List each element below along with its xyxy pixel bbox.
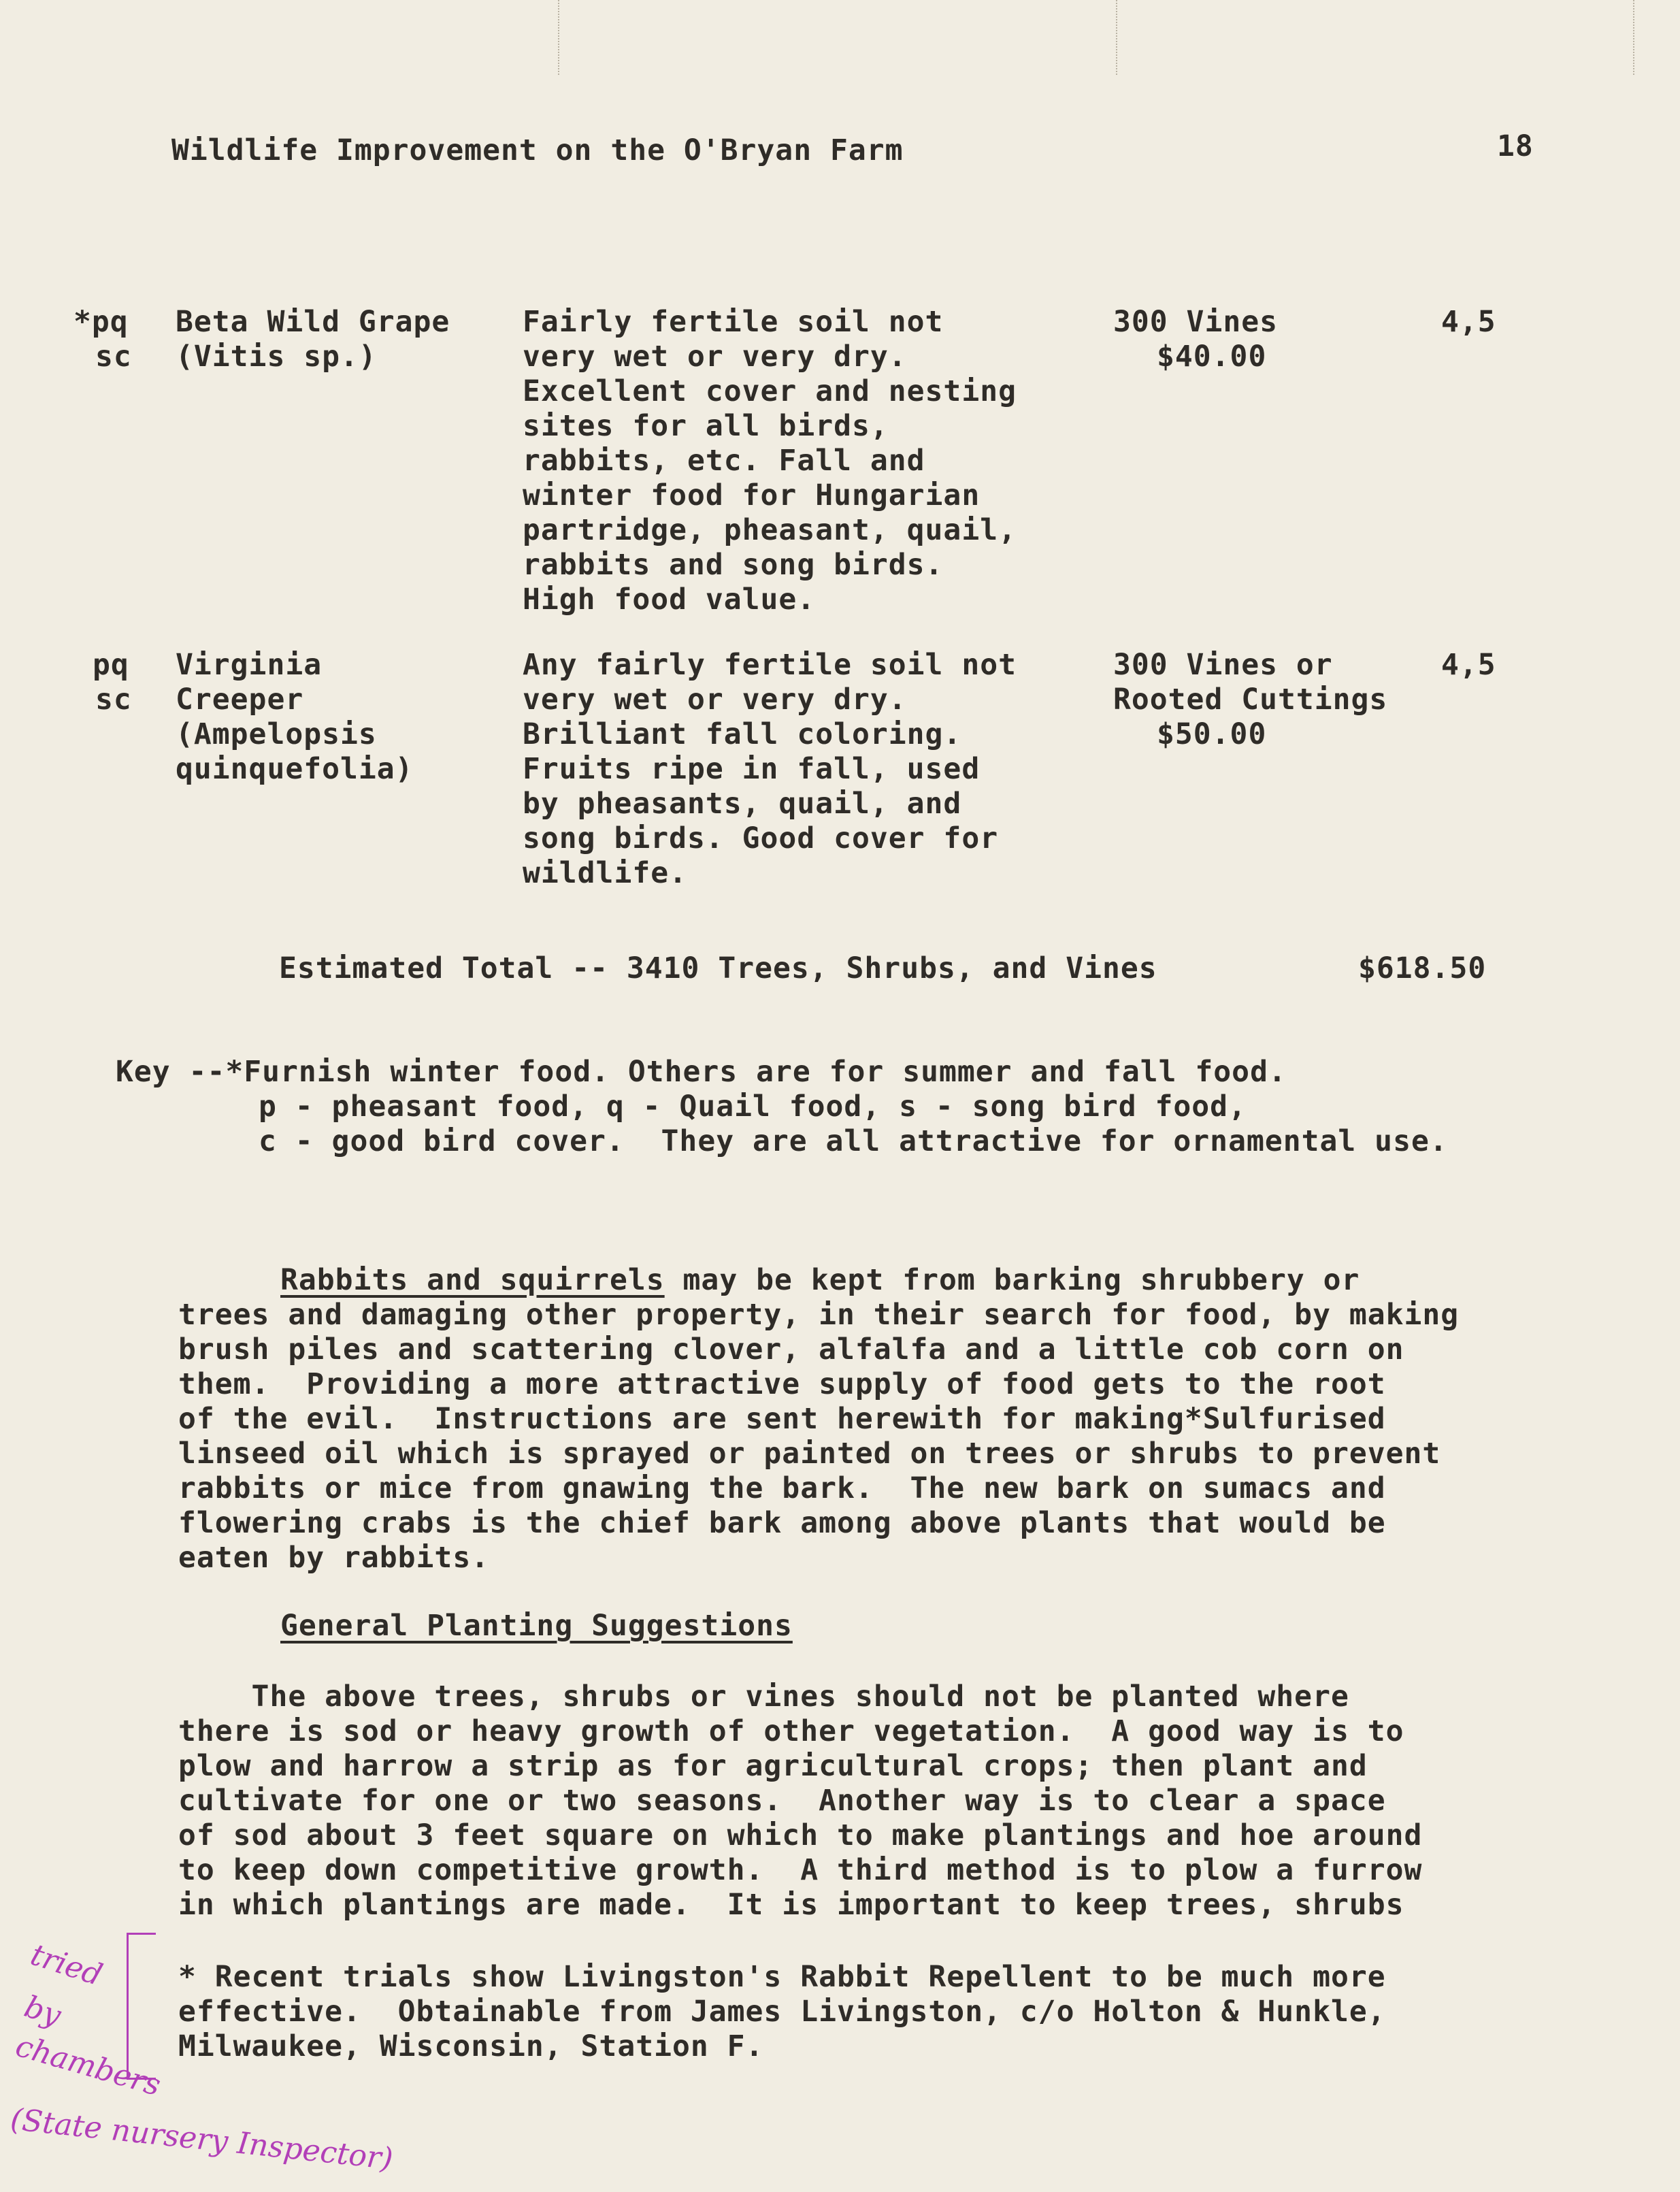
key-line: p - pheasant food, q - Quail food, s - song bird food, <box>259 1090 1247 1124</box>
handwritten-note-line: tried <box>26 1937 107 1993</box>
plant-desc-line: by pheasants, quail, and <box>523 787 962 821</box>
estimated-total-label: Estimated Total -- 3410 Trees, Shrubs, and Vines <box>279 951 1157 985</box>
footnote-line: effective. Obtainable from James Livingston, c/o Holton & Hunkle, <box>178 1995 1386 2029</box>
rabbits-paragraph-line: them. Providing a more attractive supply of food gets to the root <box>178 1367 1386 1401</box>
rabbits-paragraph-line: brush piles and scattering clover, alfalfa and a little cob corn on <box>178 1332 1404 1367</box>
plant-desc-line: Fairly fertile soil not <box>523 305 944 339</box>
rabbits-paragraph-line: trees and damaging other property, in their search for food, by making <box>178 1298 1460 1332</box>
planting-paragraph-line: cultivate for one or two seasons. Another way is to clear a space <box>178 1784 1386 1818</box>
page-title: Wildlife Improvement on the O'Bryan Farm <box>171 133 904 167</box>
plant-desc-line: Fruits ripe in fall, used <box>523 752 981 786</box>
planting-paragraph-line: to keep down competitive growth. A third method is to plow a furrow <box>178 1853 1423 1887</box>
plant-zones: 4,5 <box>1441 648 1496 682</box>
plant-code: sc <box>95 340 132 374</box>
estimated-total-amount: $618.50 <box>1358 951 1487 985</box>
rabbits-first-line-rest: may be kept from barking shrubbery or <box>664 1263 1360 1297</box>
plant-desc-line: partridge, pheasant, quail, <box>523 513 1017 547</box>
planting-paragraph-line: of sod about 3 feet square on which to make plantings and hoe around <box>178 1818 1423 1852</box>
rabbits-paragraph-line: flowering crabs is the chief bark among above plants that would be <box>178 1506 1386 1540</box>
plant-quantity-line: Rooted Cuttings <box>1113 683 1388 717</box>
handwritten-note-line: chambers <box>12 2028 165 2104</box>
plant-desc-line: wildlife. <box>523 856 687 890</box>
planting-paragraph-line: there is sod or heavy growth of other vegetation. A good way is to <box>178 1714 1404 1748</box>
handwritten-bracket <box>127 1933 156 2080</box>
handwritten-note-line: by <box>20 1989 65 2033</box>
planting-paragraph-line: in which plantings are made. It is important to keep trees, shrubs <box>178 1888 1404 1922</box>
perforation-mark <box>1633 0 1634 75</box>
plant-name-line: Beta Wild Grape <box>176 305 450 339</box>
plant-desc-line: song birds. Good cover for <box>523 821 999 855</box>
planting-paragraph-line: plow and harrow a strip as for agricultural crops; then plant and <box>178 1749 1368 1783</box>
perforation-mark <box>1116 0 1117 75</box>
page-number: 18 <box>1497 129 1534 163</box>
plant-desc-line: High food value. <box>523 583 816 617</box>
plant-name-line: (Ampelopsis <box>176 717 377 751</box>
handwritten-note-line: (State nursery Inspector) <box>8 2101 395 2177</box>
rabbits-paragraph-line: rabbits or mice from gnawing the bark. The new bark on sumacs and <box>178 1471 1386 1505</box>
plant-code: *pq <box>73 305 129 339</box>
rabbits-heading: Rabbits and squirrels <box>280 1263 665 1297</box>
plant-desc-line: rabbits and song birds. <box>523 548 944 582</box>
plant-code: sc <box>95 683 132 717</box>
plant-desc-line: Excellent cover and nesting <box>523 374 1017 408</box>
plant-name-line: (Vitis sp.) <box>176 340 377 374</box>
rabbits-paragraph-line: linseed oil which is sprayed or painted on trees or shrubs to prevent <box>178 1437 1441 1471</box>
plant-zones: 4,5 <box>1441 305 1496 339</box>
key-line: c - good bird cover. They are all attractive for ornamental use. <box>259 1124 1448 1158</box>
planting-paragraph-line: The above trees, shrubs or vines should not be planted where <box>178 1680 1349 1714</box>
plant-desc-line: very wet or very dry. <box>523 340 907 374</box>
planting-heading: General Planting Suggestions <box>280 1609 793 1643</box>
plant-quantity-line: 300 Vines <box>1113 305 1278 339</box>
plant-desc-line: very wet or very dry. <box>523 683 907 717</box>
plant-name-line: Creeper <box>176 683 304 717</box>
rabbits-paragraph-first-line <box>280 1263 1360 1298</box>
plant-desc-line: rabbits, etc. Fall and <box>523 444 925 478</box>
plant-desc-line: Brilliant fall coloring. <box>523 717 962 751</box>
plant-name-line: Virginia <box>176 648 323 682</box>
perforation-mark <box>558 0 559 75</box>
footnote-line: Milwaukee, Wisconsin, Station F. <box>178 2029 764 2063</box>
plant-desc-line: winter food for Hungarian <box>523 478 981 512</box>
plant-cost: $40.00 <box>1157 340 1267 374</box>
rabbits-paragraph-line: of the evil. Instructions are sent herewith for making*Sulfurised <box>178 1402 1386 1436</box>
plant-cost: $50.00 <box>1157 717 1267 751</box>
plant-desc-line: Any fairly fertile soil not <box>523 648 1017 682</box>
plant-quantity-line: 300 Vines or <box>1113 648 1333 682</box>
plant-code: pq <box>93 648 129 682</box>
rabbits-paragraph-line: eaten by rabbits. <box>178 1541 490 1575</box>
footnote-line: * Recent trials show Livingston's Rabbit Repellent to be much more <box>178 1960 1386 1994</box>
plant-name-line: quinquefolia) <box>176 752 414 786</box>
plant-desc-line: sites for all birds, <box>523 409 889 443</box>
key-line: Key --*Furnish winter food. Others are for summer and fall food. <box>116 1055 1287 1089</box>
